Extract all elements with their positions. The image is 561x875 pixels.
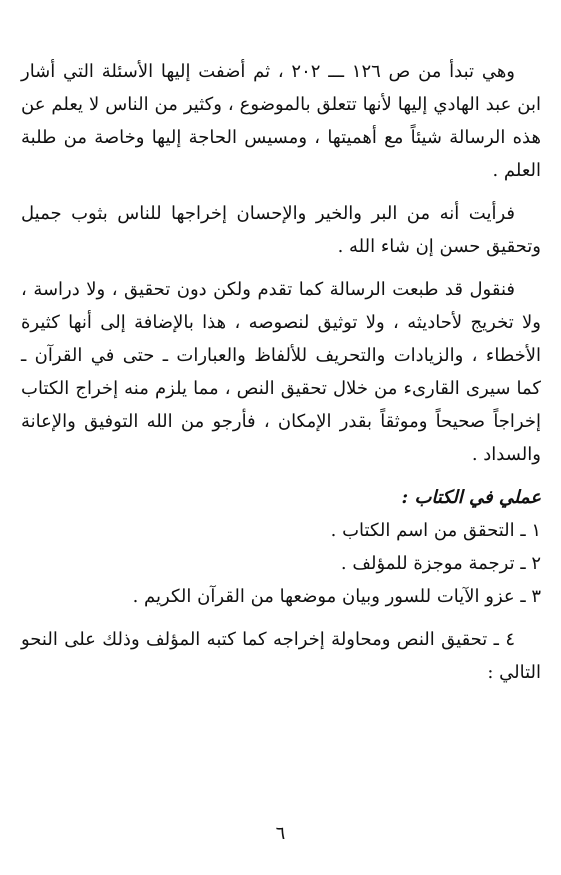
main-text — [21, 55, 541, 689]
page-number: ٦ — [275, 823, 286, 844]
list-item-1: ١ ـ التحقق من اسم الكتاب . — [330, 520, 541, 541]
list-item-4: ٤ ـ تحقيق النص ومحاولة إخراجه كما كتبه المؤلف وذلك على النحو التالي : — [21, 629, 541, 683]
paragraph-gap — [21, 471, 541, 481]
paragraph-critique: فنقول قد طبعت الرسالة كما تقدم ولكن دون تحقيق ، ولا دراسة ، ولا تخريج لأحاديثه ، ولا توثيق لنصوصه ، هذا بالإضافة إلى أنها كثيرة الأخطاء ، والزيادات والتحريف للألفاظ والعبارات ـ حتى في القرآن ـ كما سيرى القارىء من خلال تحقيق النص ، مما يلزم منه إخراج الكتاب إخراجاً صحيحاً وموثقاً بقدر الإمكان ، فأرجو من الله التوفيق والإعانة والسداد . — [21, 279, 541, 465]
list-item-3: ٣ ـ عزو الآيات للسور وبيان موضعها من القرآن الكريم . — [132, 586, 541, 607]
paragraph-decision: فرأيت أنه من البر والخير والإحسان إخراجها للناس بثوب جميل وتحقيق حسن إن شاء الله . — [21, 203, 541, 257]
paragraph-gap — [21, 263, 541, 273]
list-item-2: ٢ ـ ترجمة موجزة للمؤلف . — [340, 553, 541, 574]
paragraph-gap — [21, 613, 541, 623]
paragraph-intro: وهي تبدأ من ص ١٢٦ ـــ ٢٠٢ ، ثم أضفت إليها الأسئلة التي أشار ابن عبد الهادي إليها لأنها تتعلق بالموضوع ، وكثير من الناس لا يعلم عن هذه الرسالة شيئاً مع أهميتها ، ومسيس الحاجة إليها وخاصة من طلبة العلم . — [21, 61, 541, 181]
paragraph-gap — [21, 187, 541, 197]
section-heading: عملي في الكتاب : — [401, 487, 541, 508]
